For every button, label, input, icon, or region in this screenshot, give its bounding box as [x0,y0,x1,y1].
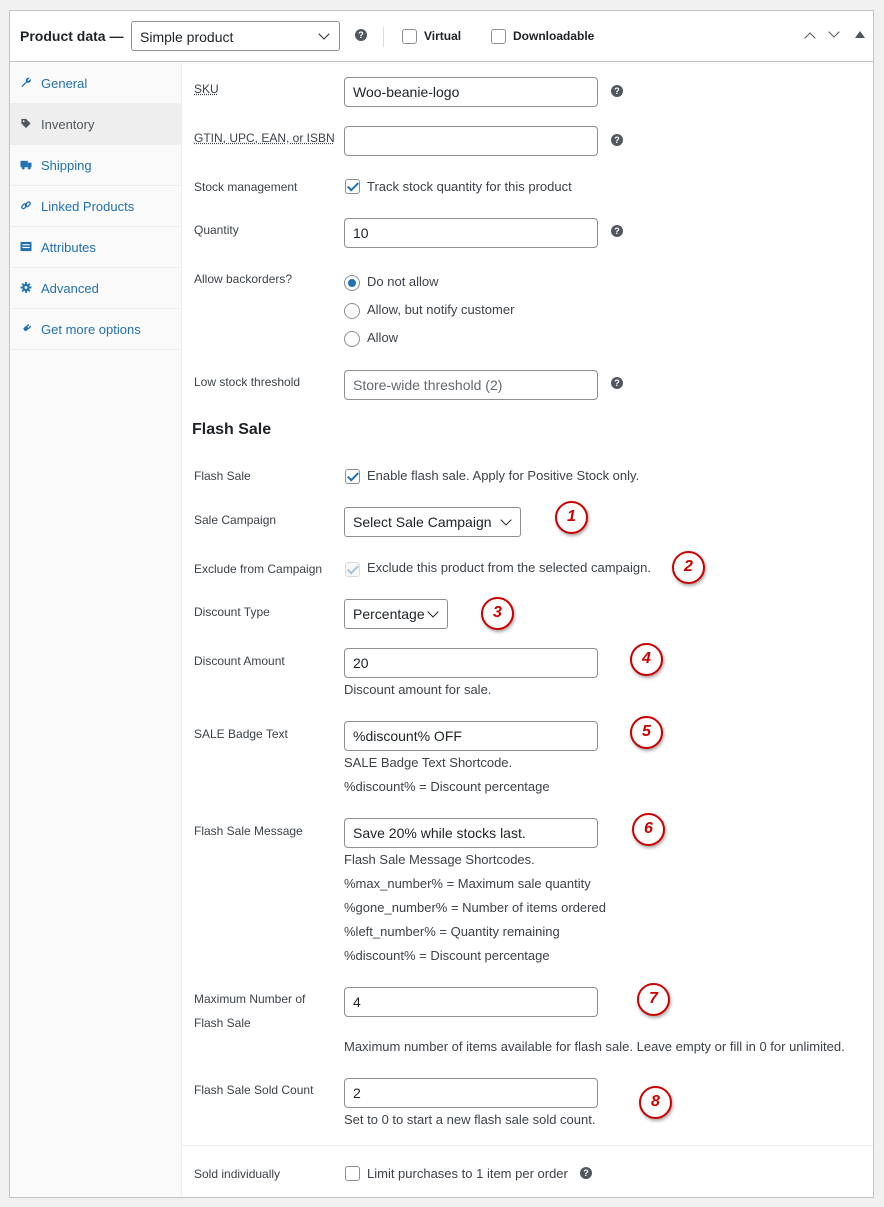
discount-amount-label: Discount Amount [194,654,285,668]
virtual-checkbox[interactable] [402,29,417,44]
annotation-badge: 6 [632,813,665,846]
sale-badge-input[interactable]: %discount% OFF [344,721,598,751]
sold-individually-checkbox[interactable] [345,1166,360,1181]
flash-sale-message-input[interactable]: Save 20% while stocks last. [344,818,598,848]
backorder-option-label: Allow [367,330,399,345]
stock-management-text: Track stock quantity for this product [367,179,572,194]
help-icon[interactable]: ? [611,85,623,97]
section-divider [182,1145,873,1146]
backorder-radio-notify[interactable] [344,303,360,319]
flash-sale-enable-checkbox[interactable] [345,469,360,484]
stock-management-label: Stock management [194,180,298,194]
truck-icon [20,159,32,170]
annotation-badge: 4 [630,643,663,676]
tab-linked-products[interactable]: Linked Products [10,186,182,227]
backorder-radio-allow[interactable] [344,331,360,347]
chevron-down-icon [318,28,329,39]
stock-management-checkbox[interactable] [345,179,360,194]
annotation-badge: 3 [481,597,514,630]
tab-advanced[interactable]: Advanced [10,268,182,309]
sale-badge-label: SALE Badge Text [194,727,288,741]
flash-sale-message-description: %gone_number% = Number of items ordered [344,900,606,915]
tab-inventory[interactable]: Inventory [10,104,182,145]
discount-type-select[interactable]: Percentage [344,599,448,629]
help-icon[interactable]: ? [611,225,623,237]
gtin-label: GTIN, UPC, EAN, or ISBN [194,131,335,145]
list-icon [20,241,32,252]
quantity-input[interactable]: 10 [344,218,598,248]
move-down-icon[interactable] [828,26,839,37]
product-data-panel [9,10,874,1198]
max-number-label: Maximum Number of [194,992,306,1006]
tab-get-more-options[interactable]: Get more options [10,309,182,350]
product-data-header [10,11,873,62]
tab-attributes[interactable]: Attributes [10,227,182,268]
header-divider [383,27,384,47]
discount-amount-input[interactable]: 20 [344,648,598,678]
sale-campaign-label: Sale Campaign [194,513,277,527]
max-number-input[interactable]: 4 [344,987,598,1017]
annotation-badge: 2 [672,551,705,584]
max-number-description: Maximum number of items available for flash sale. Leave empty or fill in 0 for unlimited. [344,1039,845,1054]
flash-sale-heading: Flash Sale [192,421,272,438]
collapse-toggle-icon[interactable] [855,31,865,39]
low-stock-input[interactable]: Store-wide threshold (2) [344,370,598,400]
downloadable-checkbox[interactable] [491,29,506,44]
sold-count-description: Set to 0 to start a new flash sale sold count. [344,1112,596,1127]
flash-sale-enable-text: Enable flash sale. Apply for Positive Stock only. [367,468,640,483]
exclude-campaign-checkbox[interactable] [345,562,360,577]
backorder-radio-do-not-allow[interactable] [344,275,360,291]
help-icon[interactable]: ? [611,134,623,146]
flash-sale-message-description: %max_number% = Maximum sale quantity [344,876,591,891]
plugin-icon [20,323,32,334]
discount-amount-description: Discount amount for sale. [344,682,492,697]
downloadable-label: Downloadable [513,29,595,43]
quantity-label: Quantity [194,223,239,237]
sold-individually-text: Limit purchases to 1 item per order [367,1166,568,1181]
chevron-down-icon [427,606,438,617]
backorder-option-label: Do not allow [367,274,439,289]
annotation-badge: 7 [637,983,670,1016]
flash-sale-enable-label: Flash Sale [194,469,251,483]
flash-sale-message-label: Flash Sale Message [194,824,303,838]
product-type-select[interactable]: Simple product [131,21,340,51]
chevron-down-icon [500,514,511,525]
sale-badge-description: SALE Badge Text Shortcode. [344,755,513,770]
sale-badge-description: %discount% = Discount percentage [344,779,550,794]
link-icon [20,200,32,211]
backorders-label: Allow backorders? [194,272,293,286]
sold-individually-label: Sold individually [194,1167,281,1181]
flash-sale-message-description: Flash Sale Message Shortcodes. [344,852,535,867]
gear-icon [20,282,32,293]
sold-count-input[interactable]: 2 [344,1078,598,1108]
low-stock-label: Low stock threshold [194,375,301,389]
wrench-icon [20,77,32,88]
gtin-input[interactable] [344,126,598,156]
move-up-icon[interactable] [804,32,815,43]
annotation-badge: 5 [630,716,663,749]
sold-count-label: Flash Sale Sold Count [194,1083,314,1097]
exclude-campaign-text: Exclude this product from the selected campaign. [367,560,651,575]
product-data-tabs [10,63,182,1197]
tab-general[interactable]: General [10,63,182,104]
sale-campaign-select[interactable]: Select Sale Campaign [344,507,521,537]
flash-sale-message-description: %discount% = Discount percentage [344,948,550,963]
discount-type-label: Discount Type [194,605,270,619]
backorder-option-label: Allow, but notify customer [367,302,515,317]
sku-input[interactable]: Woo-beanie-logo [344,77,598,107]
flash-sale-message-description: %left_number% = Quantity remaining [344,924,560,939]
help-icon[interactable]: ? [355,29,367,41]
sku-label: SKU [194,82,219,96]
tag-icon [20,118,32,129]
tab-shipping[interactable]: Shipping [10,145,182,186]
max-number-label: Flash Sale [194,1016,251,1030]
annotation-badge: 1 [555,501,588,534]
annotation-badge: 8 [639,1086,672,1119]
product-data-title: Product data — [20,28,124,44]
help-icon[interactable]: ? [611,377,623,389]
exclude-campaign-label: Exclude from Campaign [194,562,323,576]
help-icon[interactable]: ? [580,1167,592,1179]
virtual-label: Virtual [424,29,462,43]
